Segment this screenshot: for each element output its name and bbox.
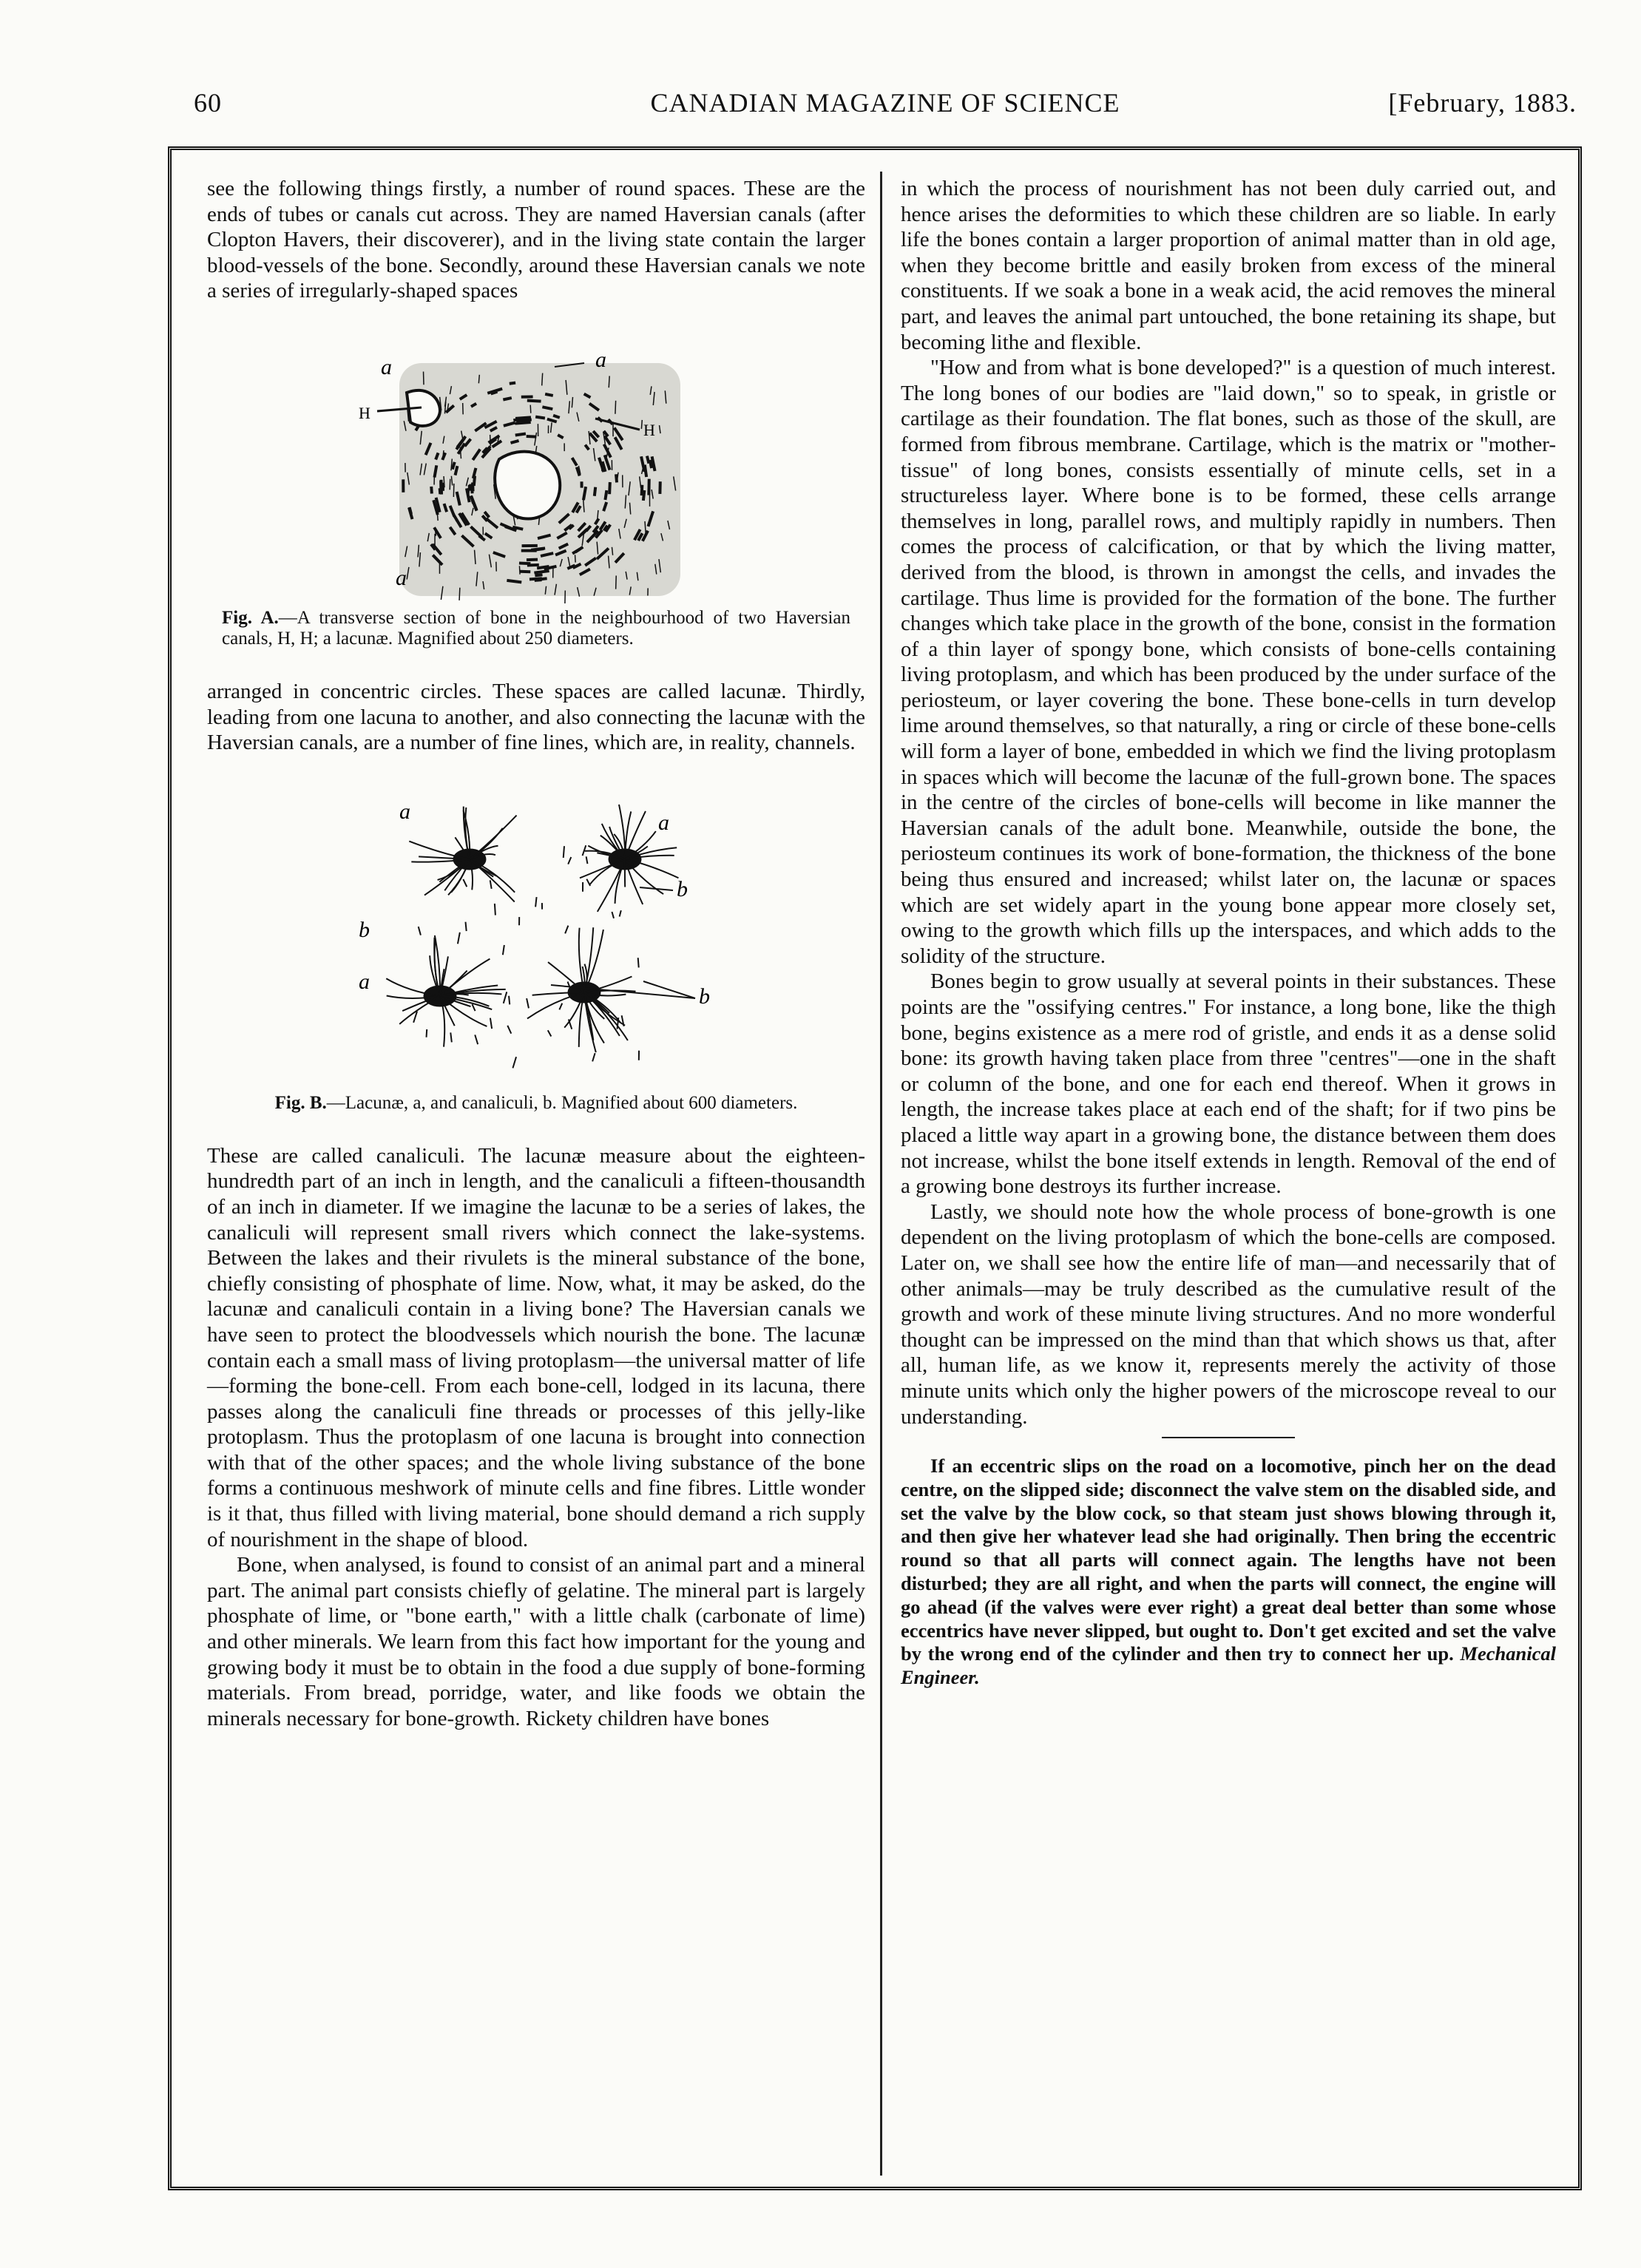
figure-b-caption-text: —Lacunæ, a, and canaliculi, b. Magnified about 600 diameters. xyxy=(326,1092,798,1113)
canaliculus-fragment xyxy=(559,1003,562,1009)
engineering-note xyxy=(901,1455,1556,1690)
figure-b-caption-lead: Fig. B. xyxy=(274,1092,327,1113)
lacuna-streak xyxy=(605,490,606,500)
page-number: 60 xyxy=(194,88,222,118)
lacuna-streak xyxy=(472,484,473,493)
figure-b-label-b1: b xyxy=(677,876,688,901)
lacuna-streak xyxy=(527,401,541,402)
lacuna-streak xyxy=(609,482,610,494)
canaliculus-fragment xyxy=(509,996,510,1005)
canaliculus-fragment xyxy=(638,958,639,967)
canaliculus-line xyxy=(519,566,520,574)
lacuna-streak xyxy=(510,383,515,384)
bone-section xyxy=(377,363,680,603)
figure-b xyxy=(329,793,743,1089)
lacuna-streak xyxy=(503,398,511,399)
lacuna-streak xyxy=(650,460,652,468)
right-paragraph-3: Bones begin to grow usually at several points in their substances. These points are the "ossifying centres." For instance, a long bone, like the thigh bone, begins existence as a mere rod of gristle, and ends it as a dense solid bone: its growth having taken place from three "centres"—one in the shaft or column of the bone, and one for each end thereof. When it grows in length, the increase takes place at each end of the shaft; for if two pins be placed a little way apart in a growing bone, the distance between them does not increase, whilst the bone itself extends in length. Removal of the end of a growing bone destroys its further increase. xyxy=(901,969,1556,1199)
canaliculus-line xyxy=(641,420,642,429)
canaliculus-line xyxy=(453,484,454,497)
lacuna-streak xyxy=(491,392,498,394)
canaliculus-line xyxy=(459,588,460,600)
section-rule xyxy=(1162,1437,1295,1438)
figure-a-label-a3: a xyxy=(396,565,407,590)
canaliculus-fragment xyxy=(586,879,590,885)
canaliculus-fragment xyxy=(612,912,614,918)
canaliculus-fragment xyxy=(504,992,507,1003)
lacuna-streak xyxy=(431,487,432,494)
left-paragraph-1: see the following things firstly, a number of round spaces. These are the ends of tubes or canals cut across. They are named Haversian canals (after Clopton Havers, their discoverer), and in the living state contain the larger blood-vessels of the bone. Secondly, around these Haversian canals we note a series of irregularly-shaped spaces xyxy=(207,177,865,303)
figure-a-caption xyxy=(222,608,850,649)
left-paragraph-3: These are called canaliculi. The lacunæ measure about the eighteen-hundredth part of an inch in length, and the canaliculi a fifteen-thousandth of an inch in diameter. If we imagine the lacunæ to be a series of lakes, the canaliculi will represent small rivers which connect the lake-systems. Between the lakes and their rivulets is the mineral substance of the bone, chiefly consisting of phosphate of lime. Now, what, it may be asked, do the lacunæ and canaliculi contain in a living bone? The Haversian canals we have seen to protect the bloodvessels which nourish the bone. The lacunæ contain each a small mass of living protoplasm—the universal matter of life—forming the bone-cell. From each bone-cell, lodged in its lacuna, there passes along the canaliculi fine threads or processes of this jelly-like protoplasm. Thus the protoplasm of one lacuna is brought into connection with that of the other spaces; and the whole living substance of the bone forms a continuous meshwork of minute cells and fine fibres. Little wonder is it that, thus filled with living material, bone should demand a rich supply of nourishment in the shape of blood. xyxy=(207,1143,865,1551)
canaliculus xyxy=(409,841,470,859)
column-divider xyxy=(880,172,882,2176)
canaliculus-line xyxy=(530,405,531,413)
canaliculus-fragment xyxy=(535,897,536,907)
haversian-canal-right xyxy=(495,452,560,519)
right-paragraph-2: "How and from what is bone developed?" is a question of much interest. The long bones of our bodies are "laid down," so to speak, in gristle or cartilage as their foundation. The flat bones, such as those of the skull, are formed from fibrous membrane. Cartilage, which is the matrix or "mother-tissue" of long bones, consists essentially of minute cells, set in a structureless layer. Where bone is to be formed, these cells arrange themselves in long, parallel rows, and multiply rapidly in numbers. Then comes the process of calcification, or that by which the living matter, derived from the blood, is thrown in amongst the cells, and invades the cartilage. Thus lime is provided for the formation of the bone. The further changes which take place in the growth of the bone, consist in the formation of a thin layer of spongy bone, which consists of bone-cells containing living protoplasm, and which has been produced by the under surface of the periosteum, or layer covering the bone. These bone-cells in turn develop lime around themselves, so that naturally, a ring or circle of these bone-cells will form a layer of bone, embedded in which we find the living protoplasm in spaces which will become the lacunæ of the full-grown bone. The spaces in the centre of the circles of bone-cells will become in like manner the Haversian canals of the adult bone. Meanwhile, outside the bone, the periosteum continues its work of bone-formation, the thickness of the bone being thus ensured and increased; whilst later on, the lacunæ or spaces which are set widely apart in the young bone appear more closely set, owing to the growth which fills up the interspaces, and which adds to the solidity of the structure. xyxy=(901,356,1556,968)
journal-title: CANADIAN MAGAZINE OF SCIENCE xyxy=(650,88,1120,118)
lacuna-streak xyxy=(534,571,549,573)
lacuna-streak xyxy=(545,394,553,396)
canaliculus-line xyxy=(490,435,491,446)
canaliculus-fragment xyxy=(586,856,588,864)
lacuna-streak xyxy=(513,419,519,420)
left-paragraph-2: arranged in concentric circles. These spaces are called lacunæ. Thirdly, leading from one lacuna to another, and also connecting the lacunæ with the Haversian canals, are a number of fine lines, which are, in reality, channels. xyxy=(207,679,865,755)
figure-b-label-a2: a xyxy=(658,810,669,835)
left-paragraph-4: Bone, when analysed, is found to consist of an animal part and a mineral part. The animal part consists chiefly of gelatine. The mineral part is largely phosphate of lime, or "bone earth," with a little chalk (carbonate of lime) and other minerals. We learn from this fact how important for the young and growing body it must be to obtain in the food a due supply of bone-forming materials. From bread, porridge, water, and like foods we obtain the minerals necessary for bone-growth. Rickety children have bones xyxy=(207,1553,865,1730)
figure-b-caption xyxy=(222,1093,850,1114)
engineering-note-source: Mechanical Engineer. xyxy=(901,1642,1556,1689)
figure-a xyxy=(329,341,743,603)
figure-a-illustration xyxy=(329,341,743,603)
page-header xyxy=(194,87,1577,124)
canaliculus-fragment xyxy=(507,1026,511,1034)
lacuna-streak xyxy=(643,490,644,501)
lacuna-streak xyxy=(410,507,411,514)
lacuna-streak xyxy=(535,417,545,419)
lacuna-streak xyxy=(527,436,537,437)
canaliculus-fragment xyxy=(592,1053,595,1061)
canaliculus-fragment xyxy=(450,1032,452,1042)
lacuna-streak xyxy=(647,456,649,464)
canaliculus-fragment xyxy=(548,1030,552,1036)
right-column xyxy=(901,176,1556,1690)
canaliculus xyxy=(598,859,625,912)
canaliculus-fragment xyxy=(473,1004,476,1011)
figure-a-caption-lead: Fig. A. xyxy=(222,607,279,628)
canaliculus xyxy=(470,859,515,902)
canaliculus-fragment xyxy=(419,927,421,935)
canaliculus-fragment xyxy=(503,945,504,955)
canaliculus-fragment xyxy=(527,998,529,1008)
lacuna-streak xyxy=(527,560,538,561)
canaliculus-fragment xyxy=(458,932,460,944)
figure-a-label-H1: H xyxy=(359,403,371,422)
lacuna-streak xyxy=(553,416,560,418)
figure-b-label-b3: b xyxy=(699,984,710,1009)
canaliculus-line xyxy=(437,512,438,521)
lacuna-streak xyxy=(453,462,455,470)
engineering-note-text: If an eccentric slips on the road on a locomotive, pinch her on the dead centre, on the slipped side; disconnect the valve stem on the disabled side, and set the valve by the blow cock, so that steam just shows blowing through it, and then give her whatever lead she had originally. Then bring the eccentric round so that all parts will connect again. The lengths have not been disturbed; they are all right, and when the parts will connect, the engine will go ahead (if the valves were ever right) a great deal better than some whose eccentrics have never slipped, but ought to. Don't get excited and set the valve by the wrong end of the cylinder and then try to connect her up. xyxy=(901,1455,1556,1665)
lacuna-streak xyxy=(515,422,530,424)
canaliculus-fragment xyxy=(565,925,568,933)
figure-b-label-a1: a xyxy=(399,799,410,824)
canaliculus-fragment xyxy=(463,879,467,887)
left-column xyxy=(207,176,865,1731)
figure-a-caption-text: —A transverse section of bone in the neighbourhood of two Haversian canals, H, H; a lacunæ. Magnified about 250 diameters. xyxy=(222,607,850,649)
canaliculus-fragment xyxy=(568,857,571,864)
canaliculus-fragment xyxy=(490,880,492,888)
canaliculus-line xyxy=(616,575,617,589)
canaliculus-fragment xyxy=(512,1057,516,1068)
lacuna-streak xyxy=(529,578,542,579)
canaliculus-fragment xyxy=(490,1018,492,1028)
figure-a-label-a2: a xyxy=(595,347,606,372)
canaliculus-line xyxy=(615,401,616,414)
figure-b-label-b2: b xyxy=(359,917,370,942)
lacuna-streak xyxy=(515,433,526,435)
canaliculus-fragment xyxy=(465,921,466,930)
canaliculus-fragment xyxy=(475,1035,478,1044)
canaliculus-line xyxy=(478,375,479,383)
lacuna-streak xyxy=(507,580,521,583)
figure-a-label-H2: H xyxy=(643,420,655,439)
canaliculus xyxy=(470,815,517,859)
figure-b-label-a3: a xyxy=(359,969,370,994)
lacuna-streak xyxy=(642,485,643,495)
canaliculus-line xyxy=(542,373,543,385)
canaliculus-fragment xyxy=(568,981,571,989)
canaliculus-fragment xyxy=(620,910,621,916)
lacuna-streak xyxy=(542,407,552,409)
lacuna-streak xyxy=(537,566,549,568)
figure-a-label-a1: a xyxy=(381,354,392,379)
figure-b-illustration xyxy=(329,793,743,1089)
issue-date: [February, 1883. xyxy=(1388,88,1577,118)
right-paragraph-1: in which the process of nourishment has not been duly carried out, and hence arises the deformities to which these children are so liable. In early life the bones contain a larger proportion of animal matter than in old age, when they become brittle and easily broken from excess of the mineral constituents. If we soak a bone in a weak acid, the acid removes the mineral part, and leaves the animal part untouched, the bone retaining its shape, but becoming lithe and flexible. xyxy=(901,177,1556,354)
right-paragraph-4: Lastly, we should note how the whole process of bone-growth is one dependent on the living protoplasm of which the bone-cells are composed. Later on, we shall see how the entire life of man—and necessarily that of other animals—may be truly described as the cumulative result of the growth and work of these minute living structures. And no more wonderful thought can be impressed on the mind than that which shows us that, after all, human life, as we know it, represents merely the activity of those minute units which only the higher powers of the microscope reveal to our understanding. xyxy=(901,1199,1556,1429)
canaliculus-line xyxy=(575,555,576,562)
